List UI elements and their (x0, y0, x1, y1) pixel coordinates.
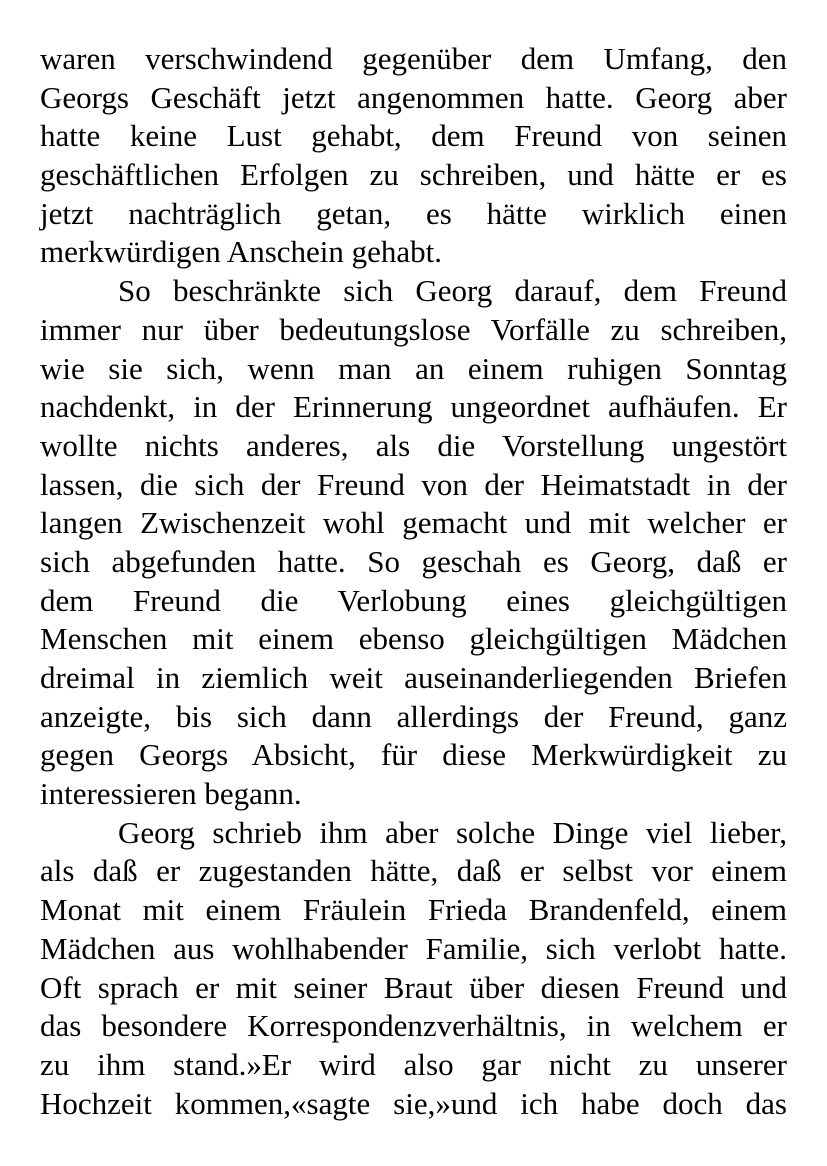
text-line: Georgs Geschäft jetzt angenommen hatte. Georg aber (40, 79, 787, 115)
text-line: gegen Georgs Absicht, für diese Merkwürdigkeit zu (40, 737, 787, 773)
text-line: langen Zwischenzeit wohl gemacht und mit welcher er (40, 505, 787, 541)
text-line: lassen, die sich der Freund von der Heimatstadt in der (40, 466, 787, 502)
text-line: Georg schrieb ihm aber solche Dinge viel lieber, (118, 814, 787, 850)
text-line: das besondere Korrespondenzverhältnis, in welchem er (40, 1008, 787, 1044)
text-line: dem Freund die Verlobung eines gleichgültigen (40, 582, 787, 618)
paragraph-1 (40, 40, 787, 272)
text-line: sich abgefunden hatte. So geschah es Georg, daß er (40, 543, 787, 579)
text-line: Hochzeit kommen,«sagte sie,»und ich habe doch das (40, 1085, 787, 1121)
text-line: So beschränkte sich Georg darauf, dem Freund (118, 273, 787, 309)
text-line: immer nur über bedeutungslose Vorfälle zu schreiben, (40, 311, 787, 347)
text-line: wie sie sich, wenn man an einem ruhigen Sonntag (40, 350, 787, 386)
text-line: waren verschwindend gegenüber dem Umfang, den (40, 41, 787, 76)
text-line: als daß er zugestanden hätte, daß er selbst vor einem (40, 853, 787, 889)
text-line: zu ihm stand.»Er wird also gar nicht zu unserer (40, 1046, 787, 1082)
text-line: geschäftlichen Erfolgen zu schreiben, und hätte er es (40, 157, 787, 193)
text-line: anzeigte, bis sich dann allerdings der Freund, ganz (40, 698, 787, 734)
text-line: hatte keine Lust gehabt, dem Freund von seinen (40, 118, 787, 154)
text-line: nachdenkt, in der Erinnerung ungeordnet aufhäufen. Er (40, 389, 787, 425)
text-line: wollte nichts anderes, als die Vorstellung ungestört (40, 427, 787, 463)
text-line: merkwürdigen Anschein gehabt. (40, 234, 443, 270)
text-line: Mädchen aus wohlhabender Familie, sich verlobt hatte. (40, 930, 787, 966)
text-line: interessieren begann. (40, 776, 302, 812)
text-line: Menschen mit einem ebenso gleichgültigen Mädchen (40, 621, 787, 657)
text-line: Monat mit einem Fräulein Frieda Brandenfeld, einem (40, 892, 787, 928)
text-line: Oft sprach er mit seiner Braut über diesen Freund und (40, 969, 787, 1005)
text-line: dreimal in ziemlich weit auseinanderliegenden Briefen (40, 660, 787, 695)
page-body (40, 40, 787, 1123)
text-line: jetzt nachträglich getan, es hätte wirklich einen (40, 195, 787, 231)
paragraph-2 (40, 272, 787, 814)
paragraph-3 (40, 814, 787, 1124)
